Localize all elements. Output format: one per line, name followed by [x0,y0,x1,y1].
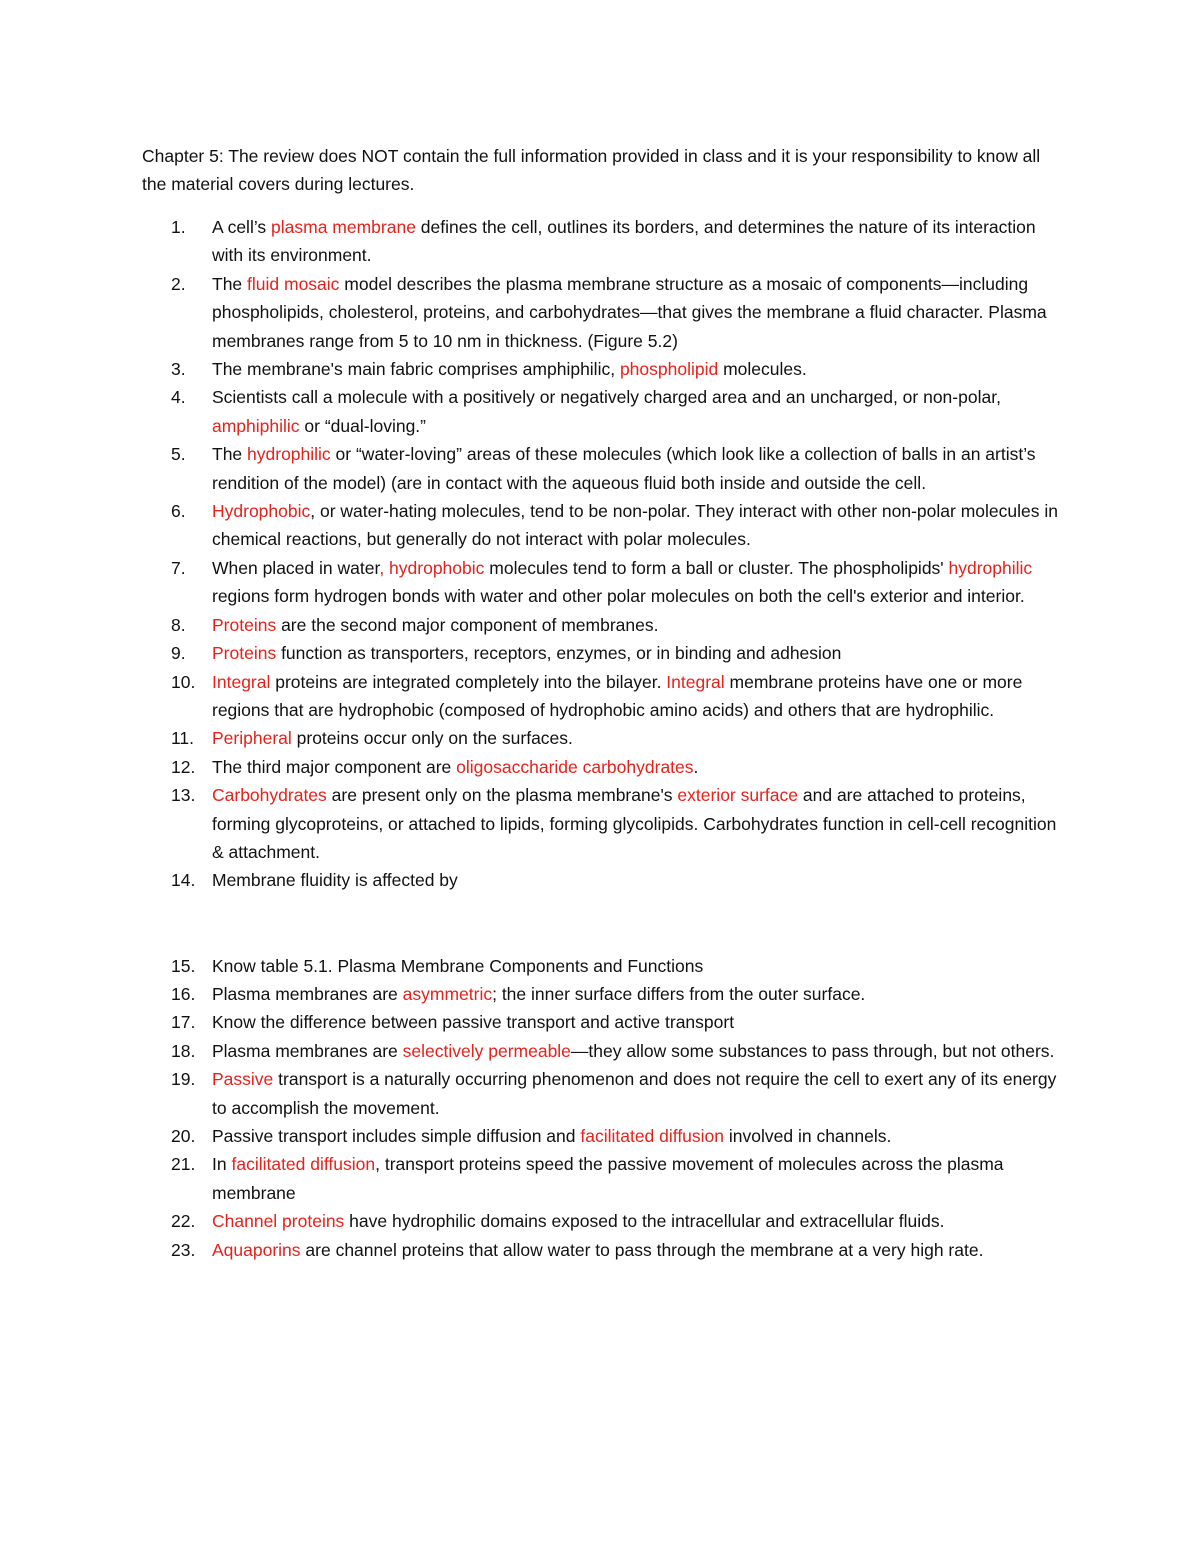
list-item-number: 8. [171,614,186,635]
list-item-text [212,1154,1004,1202]
text-segment: molecules. [718,359,807,380]
highlighted-term: phospholipid [619,359,719,380]
list-item-number: 12. [171,756,196,777]
chapter-label: Chapter 5: [142,146,224,166]
list-item-number: 14. [171,870,196,891]
text-segment: The [212,444,248,465]
text-segment: Know table 5.1. Plasma Membrane Components and Functions [212,955,704,976]
highlighted-term: , hydrophobic [379,557,485,578]
text-segment: When placed in water [212,557,380,578]
list-item-text [212,1041,1054,1061]
list-item [142,866,1062,894]
highlighted-term: Passive [212,1069,274,1090]
list-item-text [212,1069,1056,1117]
chapter-intro-text: The review does NOT contain the full information provided in class and it is your responsibility to know all the material covers during lectures. [142,146,1041,195]
list-item-number: 10. [171,671,196,692]
highlighted-term: Hydrophobic [212,501,311,522]
list-item-number: 21. [171,1154,196,1175]
text-segment: In [212,1154,232,1175]
list-item [142,270,1062,355]
list-item [142,497,1062,554]
list-item-text [212,1012,734,1032]
text-segment: proteins occur only on the surfaces. [291,728,573,749]
text-segment: ; the inner surface differs from the outer surface. [492,983,866,1004]
highlighted-term: asymmetric [402,983,493,1004]
list-item [142,1236,1062,1264]
highlighted-term: hydrophilic [247,444,331,465]
highlighted-term: fluid mosaic [247,273,340,294]
list-item-number: 15. [171,955,196,976]
list-item-text [212,274,1047,351]
highlighted-term: facilitated diffusion [580,1125,725,1146]
list-item-number: 18. [171,1040,196,1061]
highlighted-term: exterior surface [677,785,799,806]
list-item-number: 3. [171,359,186,380]
text-segment: model describes the plasma membrane structure as a mosaic of components—including phospholipids, cholesterol, proteins, and carbohydrates—that gives the membrane a fluid character. Plasma membranes range from 5 to 10 nm in thickness. (Figure 5.2) [212,273,1047,351]
list-item-text [212,870,458,890]
list-item-text [212,501,1058,549]
highlighted-term: oligosaccharide carbohydrates [456,756,694,777]
list-item-text [212,359,807,379]
list-item-text [212,444,1036,492]
list-item [142,1207,1062,1235]
list-item [142,1150,1062,1207]
text-segment: The third major component are [212,756,457,777]
text-segment: Membrane fluidity is affected by [212,870,458,891]
list-item [142,383,1062,440]
text-segment: Know the difference between passive transport and active transport [212,1012,735,1033]
text-segment: Plasma membranes are [212,1040,403,1061]
text-segment: function as transporters, receptors, enzymes, or in binding and adhesion [276,643,842,664]
text-segment: transport is a naturally occurring phenomenon and does not require the cell to exert any of its energy to accomplish the movement. [212,1069,1057,1118]
list-item-text [212,728,573,748]
text-segment: or “dual-loving.” [299,415,426,436]
highlighted-term: amphiphilic [212,415,300,436]
list-item [142,668,1062,725]
text-segment: regions form hydrogen bonds with water and other polar molecules on both the cell's exterior and interior. [212,586,1025,607]
text-segment: are present only on the plasma membrane's [326,785,678,806]
list-item-text [212,615,659,635]
list-item-text [212,643,841,663]
highlighted-term: Peripheral [212,728,292,749]
highlighted-term: Carbohydrates [212,785,327,806]
list-item-number: 1. [171,217,186,237]
list-item [142,213,1062,270]
list-item [142,1008,1062,1036]
text-segment: , or water-hating molecules, tend to be non-polar. They interact with other non-polar molecules in chemical reactions, but generally do not interact with polar molecules. [212,501,1058,550]
text-segment: membrane proteins have one or more regions that are hydrophobic (composed of hydrophobic amino acids) and others that are hydrophilic. [212,671,1023,720]
text-segment: Passive transport includes simple diffusion and [212,1125,581,1146]
text-segment: Scientists call a molecule with a positively or negatively charged area and an uncharged, or non-polar, [212,387,1001,408]
list-item-number: 4. [171,387,186,408]
list-item-text [212,1240,983,1260]
list-item-number: 2. [171,273,186,294]
chapter-intro [142,142,1062,199]
text-segment: proteins are integrated completely into the bilayer. [270,671,667,692]
list-item-number: 23. [171,1239,196,1260]
text-segment: are the second major component of membranes. [276,614,659,635]
highlighted-term: Channel proteins [212,1211,345,1232]
list-item [142,554,1062,611]
list-item-text [212,785,1056,862]
text-segment: The [212,273,248,294]
highlighted-term: Proteins [212,643,277,664]
highlighted-term: plasma membrane [271,217,416,237]
highlighted-term: hydrophilic [948,557,1033,578]
review-list [142,213,1062,1264]
list-item-number: 17. [171,1012,196,1033]
text-segment: or “water-loving” areas of these molecules (which look like a collection of balls in an artist’s rendition of the model) (are in contact with the aqueous fluid both inside and outside the cell. [212,444,1036,493]
list-item-number: 7. [171,557,186,578]
text-segment: involved in channels. [724,1125,892,1146]
list-item [142,1122,1062,1150]
list-item [142,724,1062,752]
list-item [142,1065,1062,1122]
list-item [142,781,1062,866]
list-item [142,440,1062,497]
highlighted-term: Integral [666,671,725,692]
list-item-text [212,1126,891,1146]
text-segment: . [693,756,699,777]
list-item-text [212,672,1022,720]
text-segment: , transport proteins speed the passive movement of molecules across the plasma membrane [212,1154,1004,1203]
text-segment: and are attached to proteins, forming glycoproteins, or attached to lipids, forming glycolipids. Carbohydrates function in cell-cell recognition & attachment. [212,785,1057,862]
list-item [142,1037,1062,1065]
text-segment: A cell’s [212,217,272,237]
list-item-number: 5. [171,444,186,465]
list-item-number: 16. [171,983,196,1004]
highlighted-term: selectively permeable [402,1040,571,1061]
list-item-text [212,757,698,777]
highlighted-term: Proteins [212,614,277,635]
list-item-number: 13. [171,785,196,806]
highlighted-term: facilitated diffusion [231,1154,376,1175]
list-item [142,952,1062,980]
text-segment: —they allow some substances to pass through, but not others. [570,1040,1055,1061]
text-segment: The membrane's main fabric comprises amphiphilic, [212,359,620,380]
list-item-number: 9. [171,643,186,664]
text-segment: are channel proteins that allow water to pass through the membrane at a very high rate. [300,1239,984,1260]
list-item-number: 20. [171,1125,196,1146]
highlighted-term: Integral [212,671,271,692]
text-segment: molecules tend to form a ball or cluster. The phospholipids' [484,557,949,578]
list-item-number: 11. [171,728,195,749]
list-item-text [212,558,1032,606]
list-item-text [212,217,1036,265]
list-item-number: 6. [171,501,186,522]
highlighted-term: Aquaporins [212,1239,301,1260]
list-item-text [212,1211,945,1231]
list-item-text [212,984,865,1004]
list-item-number: 22. [171,1211,196,1232]
text-segment: have hydrophilic domains exposed to the intracellular and extracellular fluids. [344,1211,945,1232]
list-item-text [212,956,703,976]
list-item-number: 19. [171,1069,196,1090]
list-item [142,753,1062,781]
list-item [142,611,1062,639]
list-item [142,355,1062,383]
list-item [142,980,1062,1008]
list-item [142,639,1062,667]
list-item-text [212,387,1001,435]
text-segment: defines the cell, outlines its borders, and determines the nature of its interaction with its environment. [212,217,1036,266]
text-segment: Plasma membranes are [212,983,403,1004]
